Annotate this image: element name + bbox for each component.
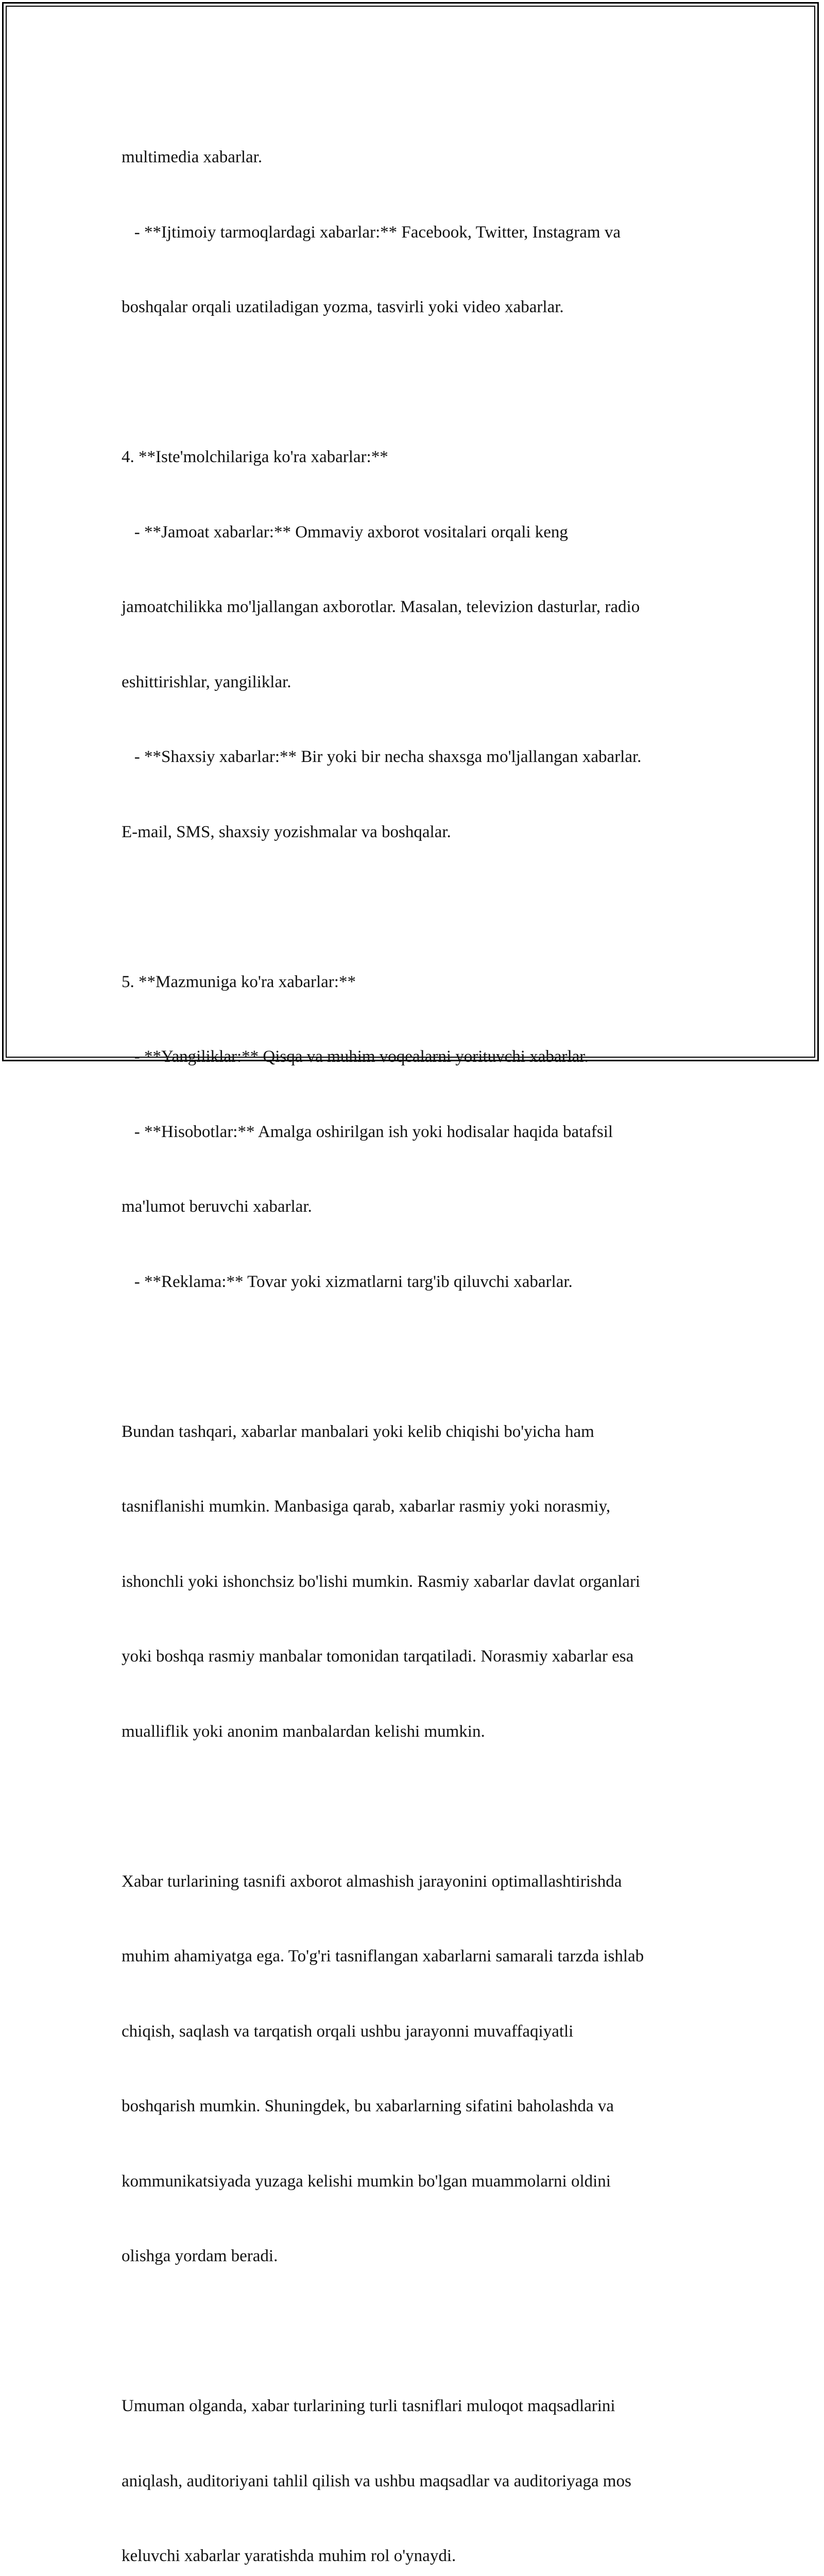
text-line: boshqarish mumkin. Shuningdek, bu xabarlarning sifatini baholashda va: [122, 2097, 614, 2115]
text-line: yoki boshqa rasmiy manbalar tomonidan tarqatiladi. Norasmiy xabarlar esa: [122, 1647, 634, 1666]
paragraph-gap: [122, 2319, 709, 2344]
section-heading: 4. **Iste'molchilariga ko'ra xabarlar:**: [122, 448, 388, 466]
text-line: - **Ijtimoiy tarmoqlardagi xabarlar:** Facebook, Twitter, Instagram va: [122, 223, 621, 242]
text-line: keluvchi xabarlar yaratishda muhim rol o'ynaydi.: [122, 2547, 456, 2565]
paragraph-gap: [122, 894, 709, 920]
text-line: eshittirishlar, yangiliklar.: [122, 672, 291, 691]
text-line: tasniflanishi mumkin. Manbasiga qarab, xabarlar rasmiy yoki norasmiy,: [122, 1497, 611, 1516]
text-line: - **Jamoat xabarlar:** Ommaviy axborot vositalari orqali keng: [122, 522, 568, 541]
text-line: E-mail, SMS, shaxsiy yozishmalar va boshqalar.: [122, 822, 451, 841]
text-line: chiqish, saqlash va tarqatish orqali ushbu jarayonni muvaffaqiyatli: [122, 2022, 574, 2041]
document-body: [122, 95, 709, 2576]
text-line: muhim ahamiyatga ega. To'g'ri tasniflangan xabarlarni samarali tarzda ishlab: [122, 1947, 644, 1965]
text-line: boshqalar orqali uzatiladigan yozma, tasvirli yoki video xabarlar.: [122, 298, 564, 316]
text-line: ma'lumot beruvchi xabarlar.: [122, 1197, 312, 1216]
section-heading: 5. **Mazmuniga ko'ra xabarlar:**: [122, 972, 356, 991]
text-line: - **Yangiliklar:** Qisqa va muhim voqealarni yorituvchi xabarlar.: [122, 1047, 589, 1066]
text-line: - **Hisobotlar:** Amalga oshirilgan ish yoki hodisalar haqida batafsil: [122, 1122, 613, 1141]
text-line: ishonchli yoki ishonchsiz bo'lishi mumkin. Rasmiy xabarlar davlat organlari: [122, 1572, 641, 1591]
text-line: aniqlash, auditoriyani tahlil qilish va ushbu maqsadlar va auditoriyaga mos: [122, 2471, 631, 2490]
text-line: multimedia xabarlar.: [122, 148, 263, 166]
text-line: Bundan tashqari, xabarlar manbalari yoki kelib chiqishi bo'yicha ham: [122, 1422, 594, 1441]
text-line: jamoatchilikka mo'ljallangan axborotlar. Masalan, televizion dasturlar, radio: [122, 598, 640, 616]
text-line: olishga yordam beradi.: [122, 2247, 278, 2265]
paragraph-gap: [122, 1344, 709, 1369]
text-line: Xabar turlarining tasnifi axborot almashish jarayonini optimallashtirishda: [122, 1872, 622, 1891]
text-line: - **Shaxsiy xabarlar:** Bir yoki bir necha shaxsga mo'ljallangan xabarlar.: [122, 748, 642, 766]
paragraph-gap: [122, 1794, 709, 1819]
text-line: Umuman olganda, xabar turlarining turli tasniflari muloqot maqsadlarini: [122, 2397, 615, 2415]
text-line: kommunikatsiyada yuzaga kelishi mumkin bo'lgan muammolarni oldini: [122, 2172, 611, 2191]
paragraph-gap: [122, 370, 709, 395]
text-line: - **Reklama:** Tovar yoki xizmatlarni targ'ib qiluvchi xabarlar.: [122, 1272, 573, 1291]
text-line: mualliflik yoki anonim manbalardan kelishi mumkin.: [122, 1722, 485, 1741]
